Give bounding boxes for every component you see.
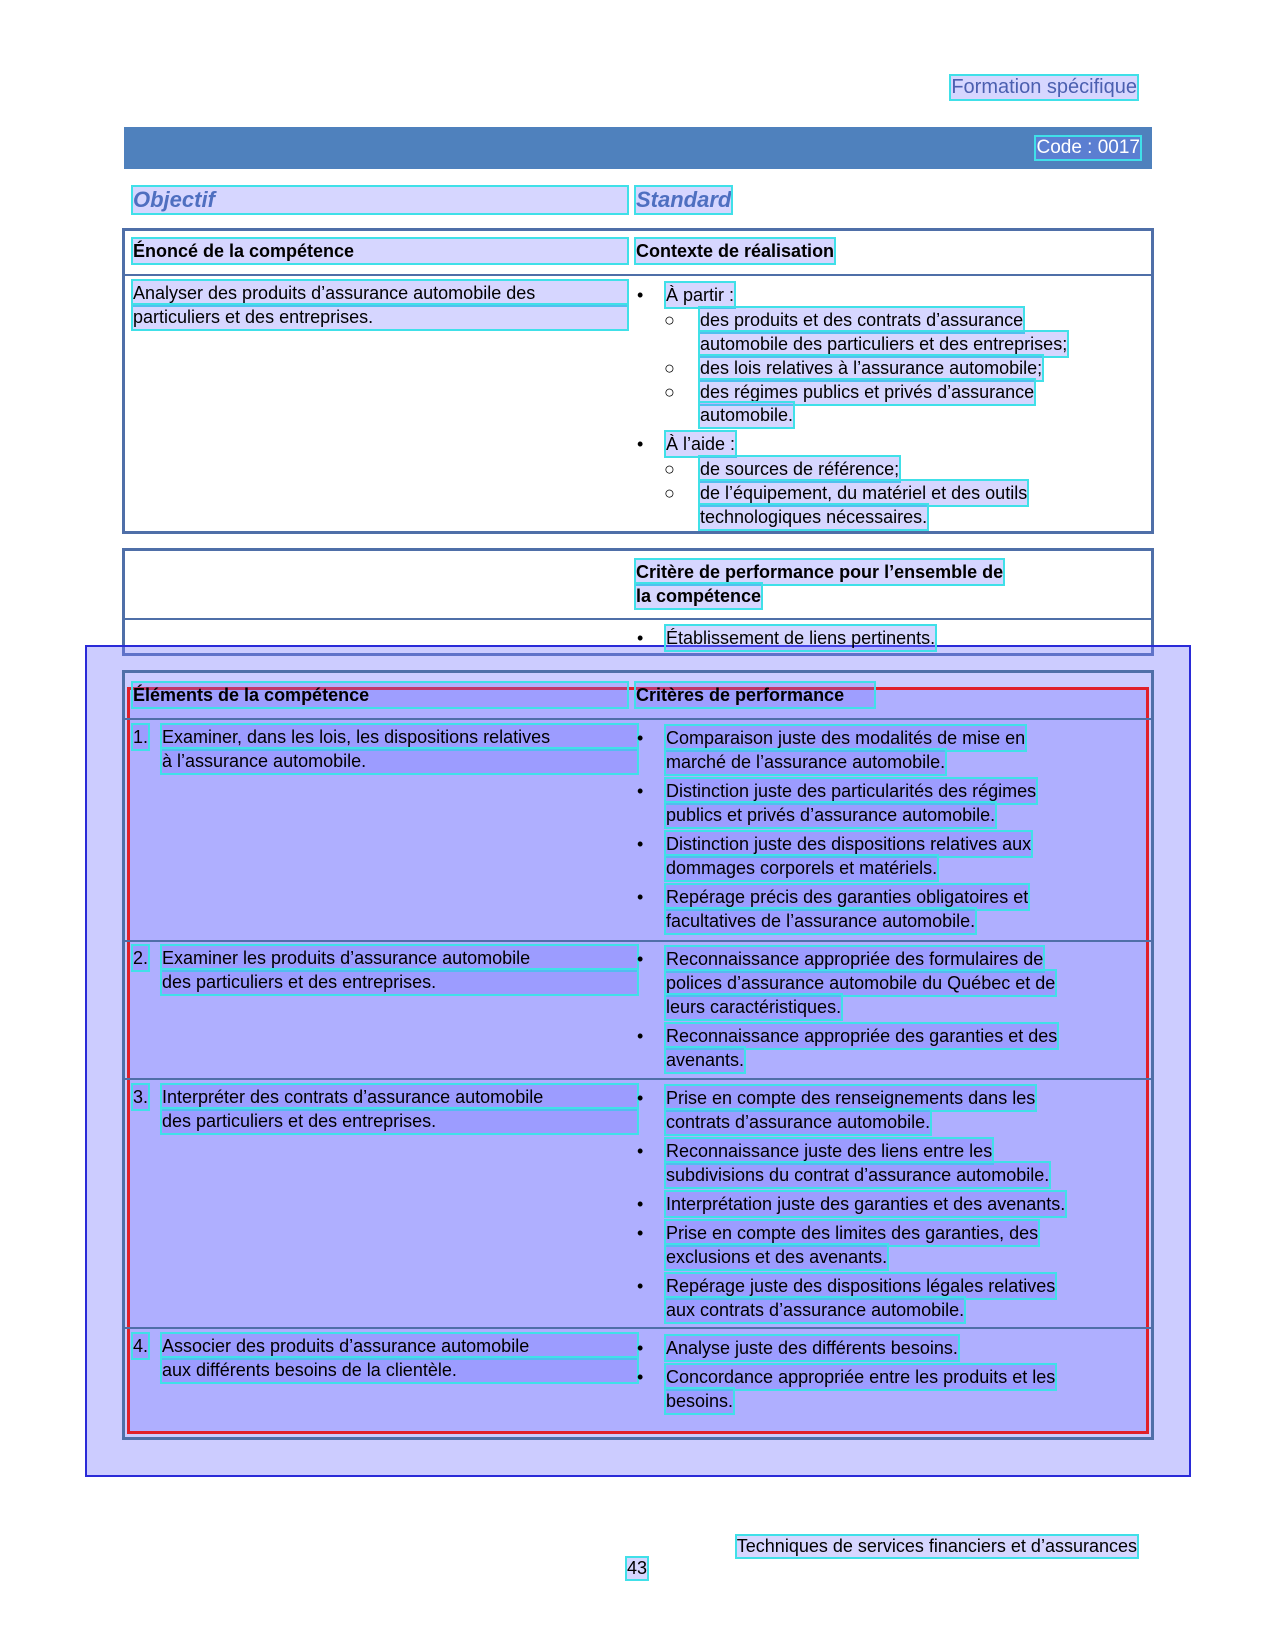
element-text: des particuliers et des entreprises. <box>162 970 637 994</box>
criterion: besoins. <box>666 1391 734 1411</box>
context-item: de sources de référence; <box>700 459 900 479</box>
competency-code: Code : 0017 <box>1036 137 1140 158</box>
context-item: automobile des particuliers et des entreprises; <box>700 334 1068 354</box>
element-number: 4. <box>133 1336 149 1356</box>
a-partir-label: À partir : <box>666 285 735 305</box>
bullet-icon: • <box>637 834 644 854</box>
bullet-icon: • <box>637 1276 644 1296</box>
element-number: 2. <box>133 948 149 968</box>
bullet-icon: • <box>637 285 644 305</box>
criterion: Reconnaissance juste des liens entre les <box>666 1141 993 1161</box>
criterion: leurs caractéristiques. <box>666 997 842 1017</box>
context-item: des régimes publics et privés d’assurance <box>700 382 1035 402</box>
criterion: marché de l’assurance automobile. <box>666 752 946 772</box>
bullet-icon: • <box>637 887 644 907</box>
criterion: Repérage précis des garanties obligatoires et <box>666 887 1029 907</box>
bullet-icon: • <box>637 781 644 801</box>
a-laide-label: À l’aide : <box>666 434 736 454</box>
element-number: 3. <box>133 1087 149 1107</box>
criterion: facultatives de l’assurance automobile. <box>666 911 976 931</box>
criterion: polices d’assurance automobile du Québec et de <box>666 973 1056 993</box>
enonce-text-line2: particuliers et des entreprises. <box>133 305 627 329</box>
page-number: 43 <box>627 1558 648 1578</box>
criterion: subdivisions du contrat d’assurance automobile. <box>666 1165 1050 1185</box>
criterion: Analyse juste des différents besoins. <box>666 1338 958 1358</box>
bullet-icon: • <box>637 1026 644 1046</box>
critere-ensemble-heading: Critère de performance pour l’ensemble de <box>636 562 1004 582</box>
criterion: dommages corporels et matériels. <box>666 858 938 878</box>
bullet-icon: • <box>637 1194 644 1214</box>
context-item: des produits et des contrats d’assurance <box>700 310 1024 330</box>
bullet-icon: • <box>637 949 644 969</box>
circle-bullet-icon: ○ <box>664 358 675 378</box>
bullet-icon: • <box>637 1223 644 1243</box>
criterion: Distinction juste des dispositions relatives aux <box>666 834 1032 854</box>
criterion: publics et privés d’assurance automobile. <box>666 805 996 825</box>
circle-bullet-icon: ○ <box>664 483 675 503</box>
criterion: aux contrats d’assurance automobile. <box>666 1300 965 1320</box>
criterion: Interprétation juste des garanties et des avenants. <box>666 1194 1066 1214</box>
criterion: contrats d’assurance automobile. <box>666 1112 931 1132</box>
col-head-criteres: Critères de performance <box>636 683 874 707</box>
enonce-text-line1: Analyser des produits d’assurance automobile des <box>133 281 627 305</box>
element-number: 1. <box>133 727 149 747</box>
bullet-icon: • <box>637 728 644 748</box>
element-text: à l’assurance automobile. <box>162 749 637 773</box>
criterion: Comparaison juste des modalités de mise en <box>666 728 1026 748</box>
bullet-icon: • <box>637 1338 644 1358</box>
criterion: Reconnaissance appropriée des formulaires de <box>666 949 1044 969</box>
criterion: exclusions et des avenants. <box>666 1247 888 1267</box>
col-head-contexte: Contexte de réalisation <box>636 241 835 261</box>
criterion: Reconnaissance appropriée des garanties et des <box>666 1026 1058 1046</box>
criterion: Prise en compte des limites des garanties, des <box>666 1223 1039 1243</box>
circle-bullet-icon: ○ <box>664 310 675 330</box>
bullet-icon: • <box>637 628 644 648</box>
circle-bullet-icon: ○ <box>664 459 675 479</box>
col-head-enonce: Énoncé de la compétence <box>133 239 627 263</box>
criterion: Prise en compte des renseignements dans les <box>666 1088 1036 1108</box>
standard-heading: Standard <box>636 187 732 212</box>
context-item: technologiques nécessaires. <box>700 507 928 527</box>
footer-program-title: Techniques de services financiers et d’assurances <box>736 1536 1137 1556</box>
code-bar <box>124 127 1152 169</box>
criterion: avenants. <box>666 1050 745 1070</box>
element-text: Interpréter des contrats d’assurance automobile <box>162 1085 637 1109</box>
critere-ensemble-heading: la compétence <box>636 586 762 606</box>
col-head-elements: Éléments de la compétence <box>133 683 627 707</box>
element-text: Examiner, dans les lois, les dispositions relatives <box>162 725 637 749</box>
bullet-icon: • <box>637 1088 644 1108</box>
criterion: Repérage juste des dispositions légales relatives <box>666 1276 1056 1296</box>
objectif-heading: Objectif <box>133 187 627 213</box>
bullet-icon: • <box>637 434 644 454</box>
bullet-icon: • <box>637 1141 644 1161</box>
context-item: des lois relatives à l’assurance automobile; <box>700 358 1043 378</box>
document-header: Formation spécifique <box>951 76 1137 98</box>
critere-ensemble-item: Établissement de liens pertinents. <box>666 628 936 648</box>
bullet-icon: • <box>637 1367 644 1387</box>
criterion: Distinction juste des particularités des régimes <box>666 781 1037 801</box>
criterion: Concordance appropriée entre les produits et les <box>666 1367 1056 1387</box>
element-text: Examiner les produits d’assurance automobile <box>162 946 637 970</box>
element-text: Associer des produits d’assurance automobile <box>162 1334 637 1358</box>
context-item: automobile. <box>700 405 794 425</box>
context-item: de l’équipement, du matériel et des outils <box>700 483 1028 503</box>
circle-bullet-icon: ○ <box>664 382 675 402</box>
element-text: aux différents besoins de la clientèle. <box>162 1358 637 1382</box>
element-text: des particuliers et des entreprises. <box>162 1109 637 1133</box>
